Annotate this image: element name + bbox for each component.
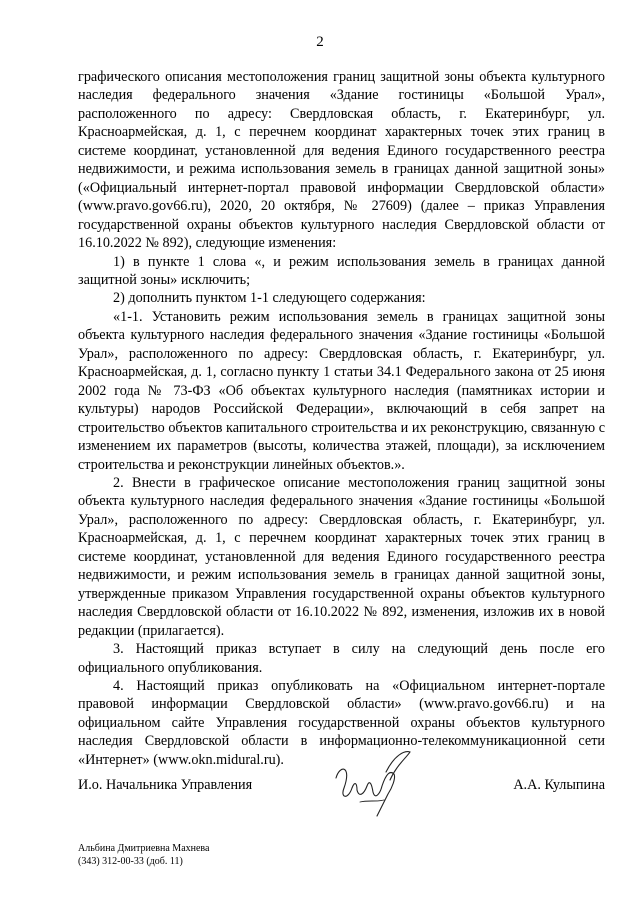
page-number: 2 <box>316 34 324 50</box>
paragraph-4: 4. Настоящий приказ опубликовать на «Официальном интернет-портале правовой информации Свердловской области» (www.pravo.gov66.ru) и на официальном сайте Управления государственной охраны объектов культурного наследия Свердловской области в информационно-телекоммуникационной сети «Интернет» (www.okn.midural.ru). <box>78 677 605 768</box>
paragraph-item-1-1: «1-1. Установить режим использования земель в границах защитной зоны объекта культурного наследия федерального значения «Здание гостиницы «Большой Урал», расположенного по адресу: Свердловская область, г. Екатеринбург, ул. Красноармейская, д. 1, согласно пункту 1 статьи 34.1 Федерального закона от 25 июня 2002 года № 73-ФЗ «Об объектах культурного наследия (памятниках истории и культуры) народов Российской Федерации», включающий в себя запрет на строительство объектов капитального строительства и их реконструкцию, связанную с изменением их параметров (высоты, количества этажей, площади), за исключением строительства и реконструкции линейных объектов.». <box>78 308 605 473</box>
signatory-role: И.о. Начальника Управления <box>78 777 253 793</box>
paragraph-item-2: 2) дополнить пунктом 1-1 следующего содержания: <box>113 290 426 307</box>
handwritten-signature <box>330 744 416 824</box>
paragraph-2: 2. Внести в графическое описание местоположения границ защитной зоны объекта культурного наследия федерального значения «Здание гостиницы «Большой Урал», расположенного по адресу: Свердловская область, г. Екатеринбург, ул. Красноармейская, д. 1, с перечнем координат характерных точек этих границ в системе координат, установленной для ведения Единого государственного реестра недвижимости, и режим использования земель в границах данной защитной зоны, утвержденные приказом Управления государственной охраны объектов культурного наследия Свердловской области от 16.10.2022 № 892, изменения, изложив их в новой редакции (прилагается). <box>78 474 605 639</box>
contact-name: Альбина Дмитриевна Махнева <box>78 843 210 854</box>
paragraph-3: 3. Настоящий приказ вступает в силу на следующий день после его официального опубликования. <box>78 641 605 676</box>
contact-phone: (343) 312-00-33 (доб. 11) <box>78 856 183 867</box>
document-body <box>78 68 605 769</box>
paragraph-item-1: 1) в пункте 1 слова «, и режим использования земель в границах данной защитной зоны» исключить; <box>78 253 605 288</box>
contact-info <box>78 842 209 868</box>
paragraph-continuation: графического описания местоположения границ защитной зоны объекта культурного наследия федерального значения «Здание гостиницы «Большой Урал», расположенного по адресу: Свердловская область, г. Екатеринбург, ул. Красноармейская, д. 1, с перечнем координат характерных точек этих границ в системе координат, установленной для ведения Единого государственного реестра недвижимости, и режима использования земель в границах данной защитной зоны» («Официальный интернет-портал правовой информации Свердловской области» (www.pravo.gov66.ru), 2020, 20 октября, № 27609) (далее – приказ Управления государственной охраны объектов культурного наследия Свердловской области от 16.10.2022 № 892), следующие изменения: <box>78 69 605 252</box>
signatory-name: А.А. Кулыпина <box>513 777 605 793</box>
